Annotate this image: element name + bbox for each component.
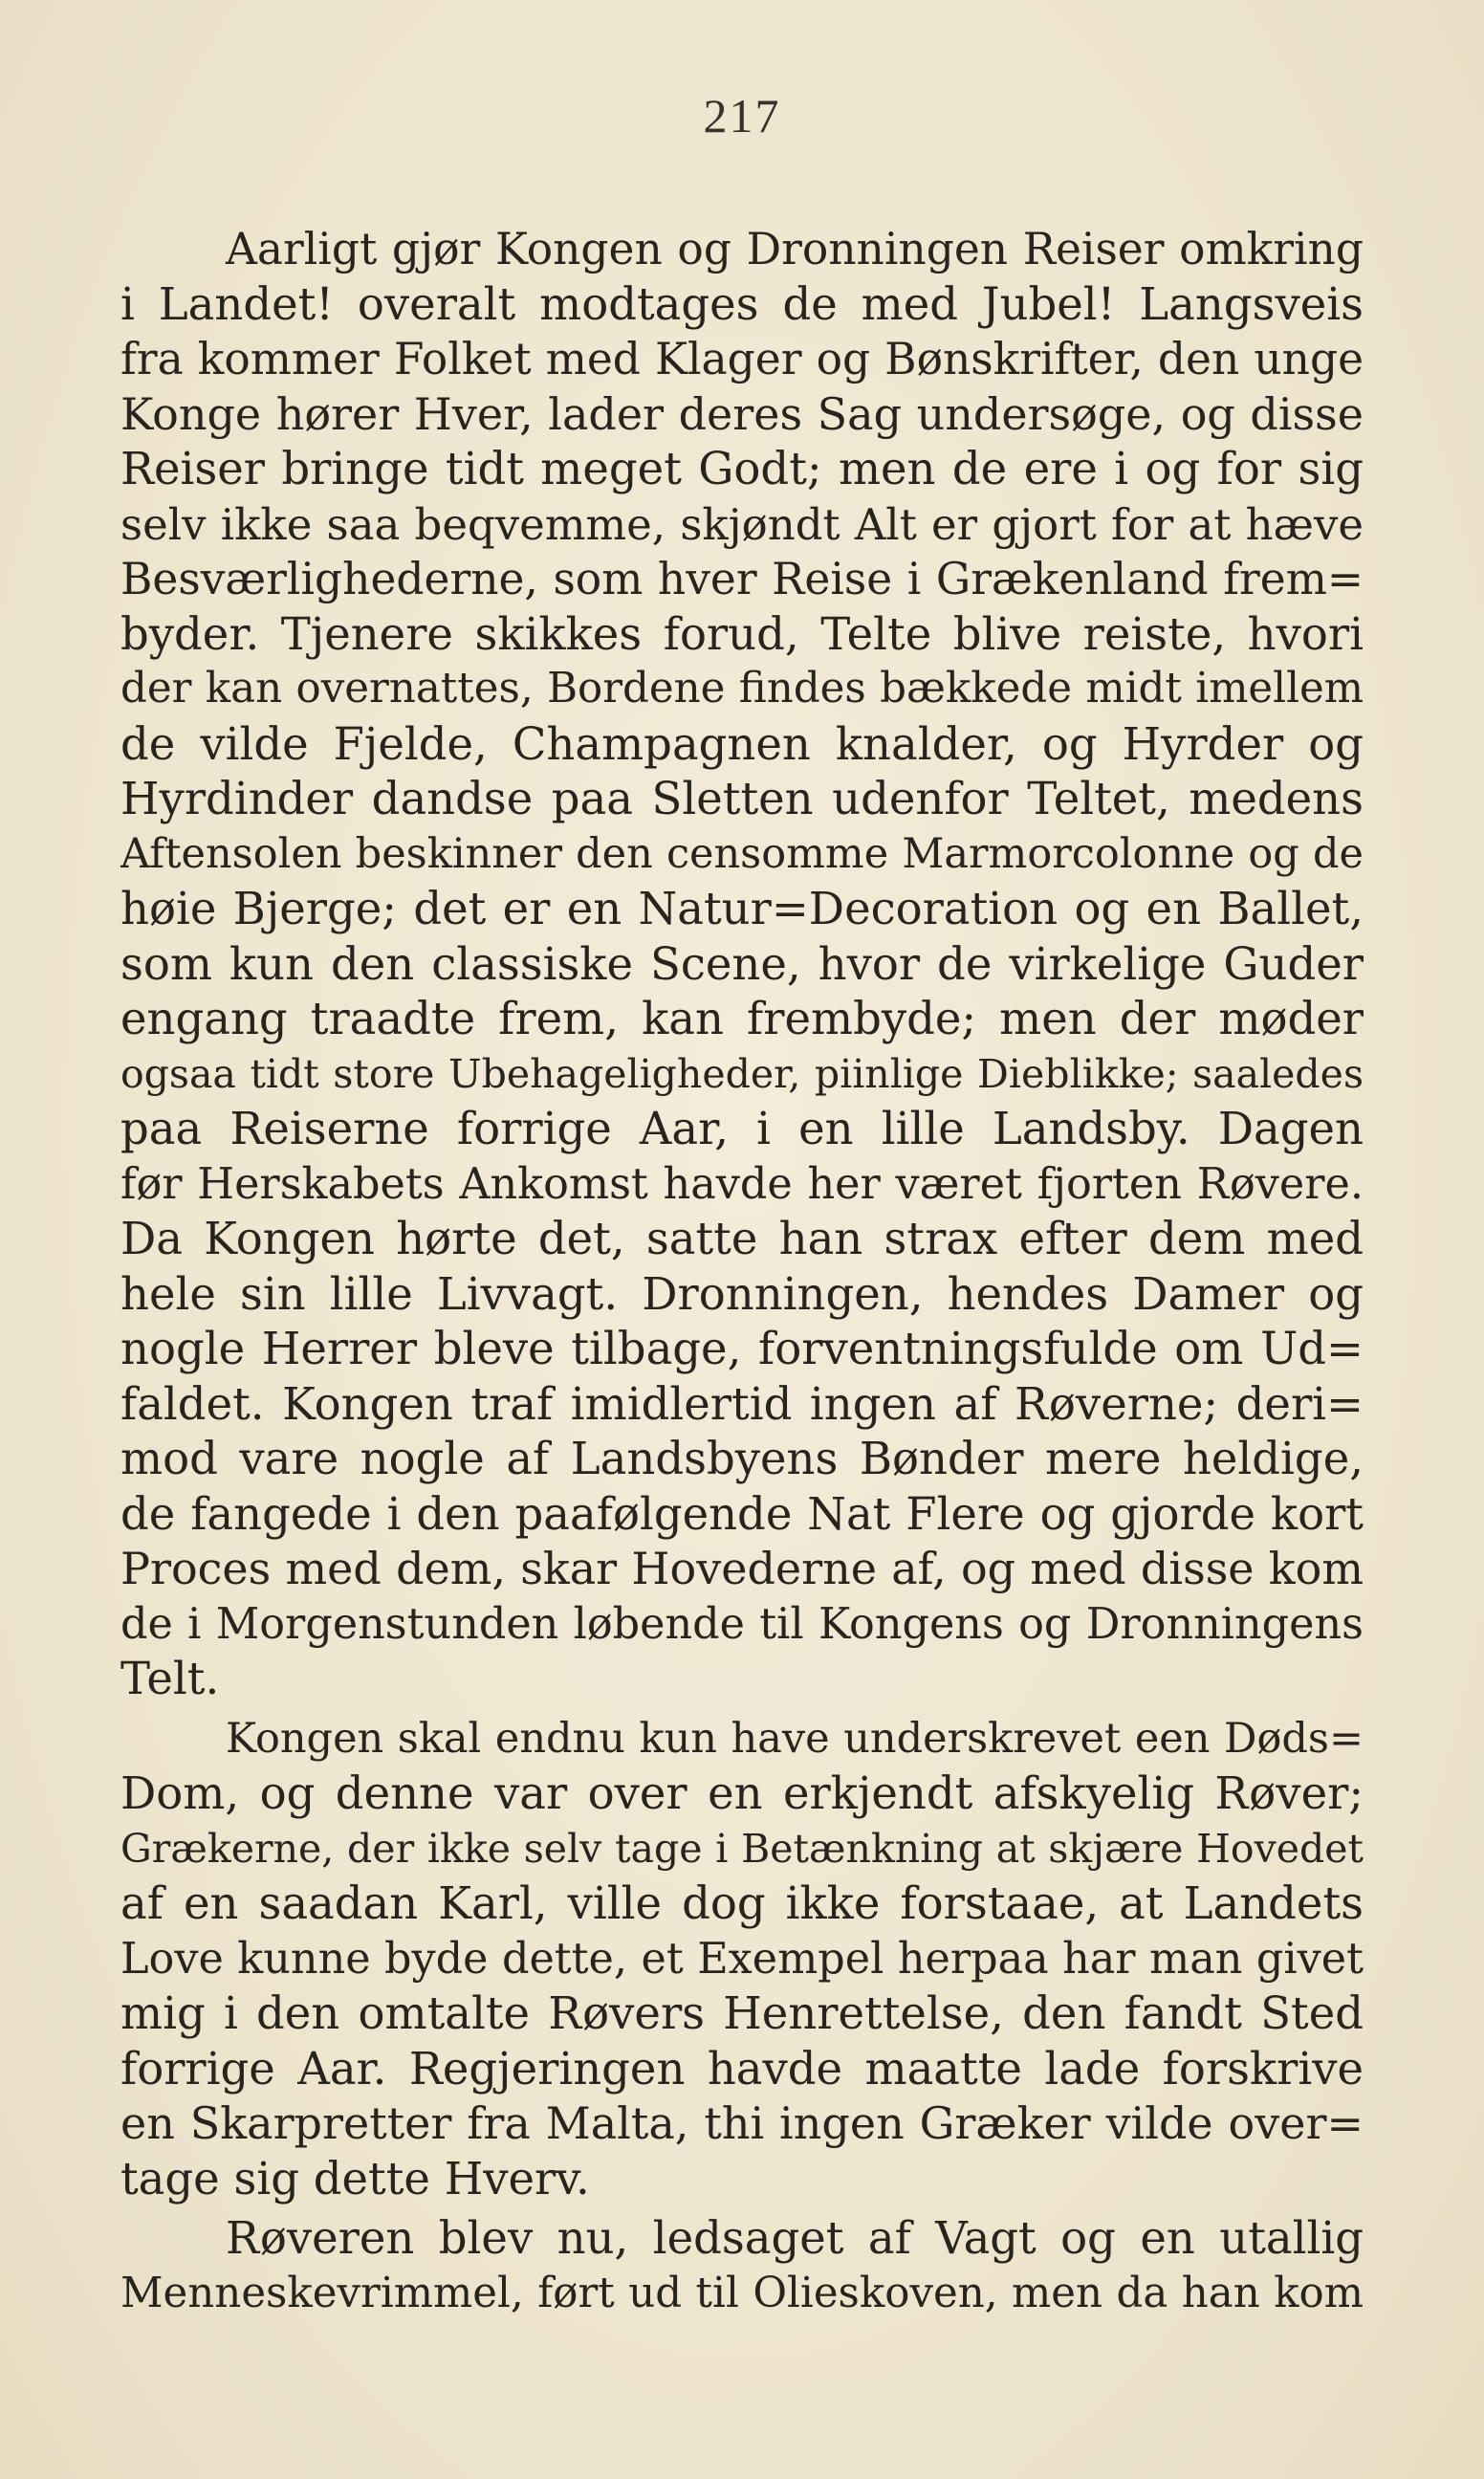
text-line: af en saadan Karl, ville dog ikke forstaae, at Landets xyxy=(120,1877,1364,1929)
text-line: engang traadte frem, kan frembyde; men der møder xyxy=(120,993,1364,1044)
text-line: Aftensolen beskinner den censomme Marmorcolonne og de xyxy=(120,829,1364,878)
text-line: hele sin lille Livvagt. Dronningen, hendes Damer og xyxy=(120,1267,1364,1320)
paragraph xyxy=(120,2211,1364,2321)
text-line: nogle Herrer bleve tilbage, forventningsfulde om Ud= xyxy=(120,1323,1364,1374)
text-line: forrige Aar. Regjeringen havde maatte lade forskrive xyxy=(120,2042,1364,2095)
text-line: de i Morgenstunden løbende til Kongens og Dronningens xyxy=(120,1599,1364,1649)
text-line: Besværlighederne, som hver Reise i Grækenland frem= xyxy=(120,554,1364,604)
text-line: Telt. xyxy=(120,1653,220,1704)
text-line: der kan overnattes, Bordene findes bækkede midt imellem xyxy=(120,665,1364,713)
text-line: fra kommer Folket med Klager og Bønskrifter, den unge xyxy=(120,334,1364,384)
paragraph xyxy=(120,222,1364,1707)
text-line: Konge hører Hver, lader deres Sag undersøge, og disse xyxy=(120,387,1364,440)
paragraph xyxy=(120,1712,1364,2207)
text-line: byder. Tjenere skikkes forud, Telte blive reiste, hvori xyxy=(120,607,1364,660)
text-line: tage sig dette Hverv. xyxy=(120,2152,590,2205)
text-line: Røveren blev nu, ledsaget af Vagt og en utallig xyxy=(226,2212,1364,2264)
text-line: Menneskevrimmel, ført ud til Olieskoven, men da han kom xyxy=(120,2269,1364,2317)
text-line: Da Kongen hørte det, satte han strax efter dem med xyxy=(120,1213,1364,1264)
text-line: Proces med dem, skar Hovederne af, og med disse kom xyxy=(120,1543,1364,1594)
text-line: selv ikke saa beqvemme, skjøndt Alt er gjort for at hæve xyxy=(120,498,1364,550)
text-line: mod vare nogle af Landsbyens Bønder mere heldige, xyxy=(120,1433,1364,1484)
text-line: paa Reiserne forrige Aar, i en lille Landsby. Dagen xyxy=(120,1103,1364,1154)
page-number: 217 xyxy=(703,89,781,143)
text-line: som kun den classiske Scene, hvor de virkelige Guder xyxy=(120,937,1364,990)
text-line: før Herskabets Ankomst havde her været fjorten Røvere. xyxy=(120,1159,1364,1209)
text-line: faldet. Kongen traf imidlertid ingen af Røverne; deri= xyxy=(120,1377,1364,1430)
text-line: Hyrdinder dandse paa Sletten udenfor Teltet, medens xyxy=(120,773,1364,824)
text-line: Kongen skal endnu kun have underskrevet een Døds= xyxy=(226,1714,1364,1763)
text-line: de vilde Fjelde, Champagnen knalder, og Hyrder og xyxy=(120,717,1364,770)
body-text xyxy=(120,222,1364,2321)
text-line: en Skarpretter fra Malta, thi ingen Græker vilde over= xyxy=(120,2097,1364,2149)
text-line: ogsaa tidt store Ubehageligheder, piinlige Dieblikke; saaledes xyxy=(120,1050,1364,1097)
text-line: Dom, og denne var over en erkjendt afskyelig Røver; xyxy=(120,1767,1364,1819)
text-line: Love kunne byde dette, et Exempel herpaa har man givet xyxy=(120,1934,1364,1984)
text-line: høie Bjerge; det er en Natur=Decoration og en Ballet, xyxy=(120,883,1364,934)
text-line: de fangede i den paafølgende Nat Flere og gjorde kort xyxy=(120,1487,1364,1540)
text-line: Grækerne, der ikke selv tage i Betænkning at skjære Hovedet xyxy=(120,1825,1364,1872)
text-line: Aarligt gjør Kongen og Dronningen Reiser omkring xyxy=(226,224,1364,274)
text-line: Reiser bringe tidt meget Godt; men de ere i og for sig xyxy=(120,443,1364,494)
text-line: i Landet! overalt modtages de med Jubel! Langsveis xyxy=(120,277,1364,330)
text-line: mig i den omtalte Røvers Henrettelse, den fandt Sted xyxy=(120,1987,1364,2039)
